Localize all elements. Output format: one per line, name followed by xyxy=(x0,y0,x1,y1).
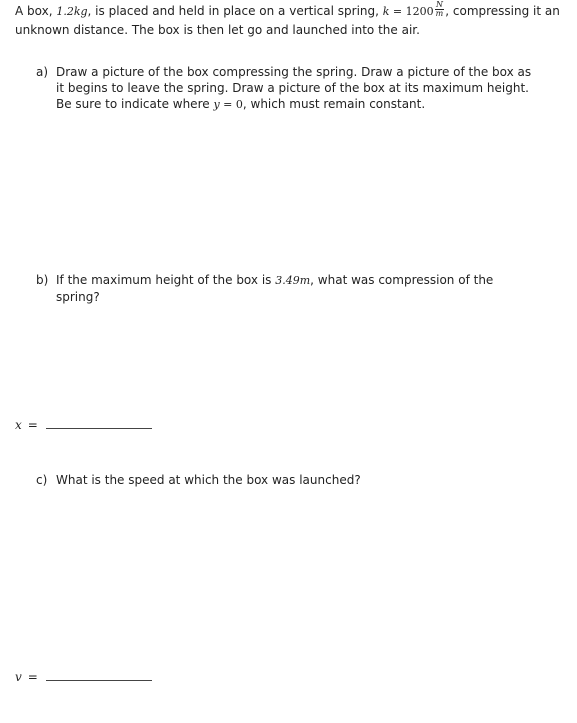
v-variable: v xyxy=(15,670,22,684)
answer-blank-x[interactable] xyxy=(46,418,152,429)
answer-blank-v[interactable] xyxy=(46,670,152,681)
answer-line-x xyxy=(15,418,152,432)
equals-sign-v: = xyxy=(27,670,38,684)
part-a-label: a) xyxy=(36,65,49,79)
question-part-a xyxy=(36,64,536,113)
part-c-label: c) xyxy=(36,473,48,487)
unit-fraction xyxy=(435,1,445,18)
mass-value: 1.2kg xyxy=(56,5,88,18)
part-b-label: b) xyxy=(36,273,49,287)
spring-constant-value: = 1200 xyxy=(389,5,434,18)
x-variable: x xyxy=(15,418,22,432)
intro-text-2: , is placed and held in place on a vertical spring, xyxy=(87,4,383,18)
intro-text-3: , compressing it an unknown distance. The box is then let go and launched into the air. xyxy=(15,4,560,37)
part-b-text xyxy=(56,272,536,305)
part-a-text-2: , which must remain constant. xyxy=(242,97,426,111)
unit-denominator: m xyxy=(435,9,444,18)
y-equals-zero: = 0 xyxy=(219,98,243,111)
unit-numerator: N xyxy=(435,0,443,9)
answer-line-v xyxy=(15,670,152,684)
question-part-c xyxy=(36,472,536,488)
question-part-b xyxy=(36,272,536,305)
intro-text-1: A box, xyxy=(15,4,57,18)
part-b-text-2: , what was compression of the spring? xyxy=(56,273,494,304)
max-height-value: 3.49m xyxy=(275,274,311,287)
part-a-text-1: Draw a picture of the box compressing the spring. Draw a picture of the box as it begins to leave the spring. Draw a picture of the box at its maximum height. Be sure to indicate where xyxy=(56,65,532,111)
problem-statement xyxy=(15,2,560,39)
part-c-text: What is the speed at which the box was launched? xyxy=(56,473,361,487)
part-b-text-1: If the maximum height of the box is xyxy=(56,273,276,287)
y-variable: y xyxy=(213,98,220,111)
spring-constant-symbol: k xyxy=(382,5,390,18)
equals-sign-x: = xyxy=(27,418,38,432)
part-a-text xyxy=(56,64,536,113)
